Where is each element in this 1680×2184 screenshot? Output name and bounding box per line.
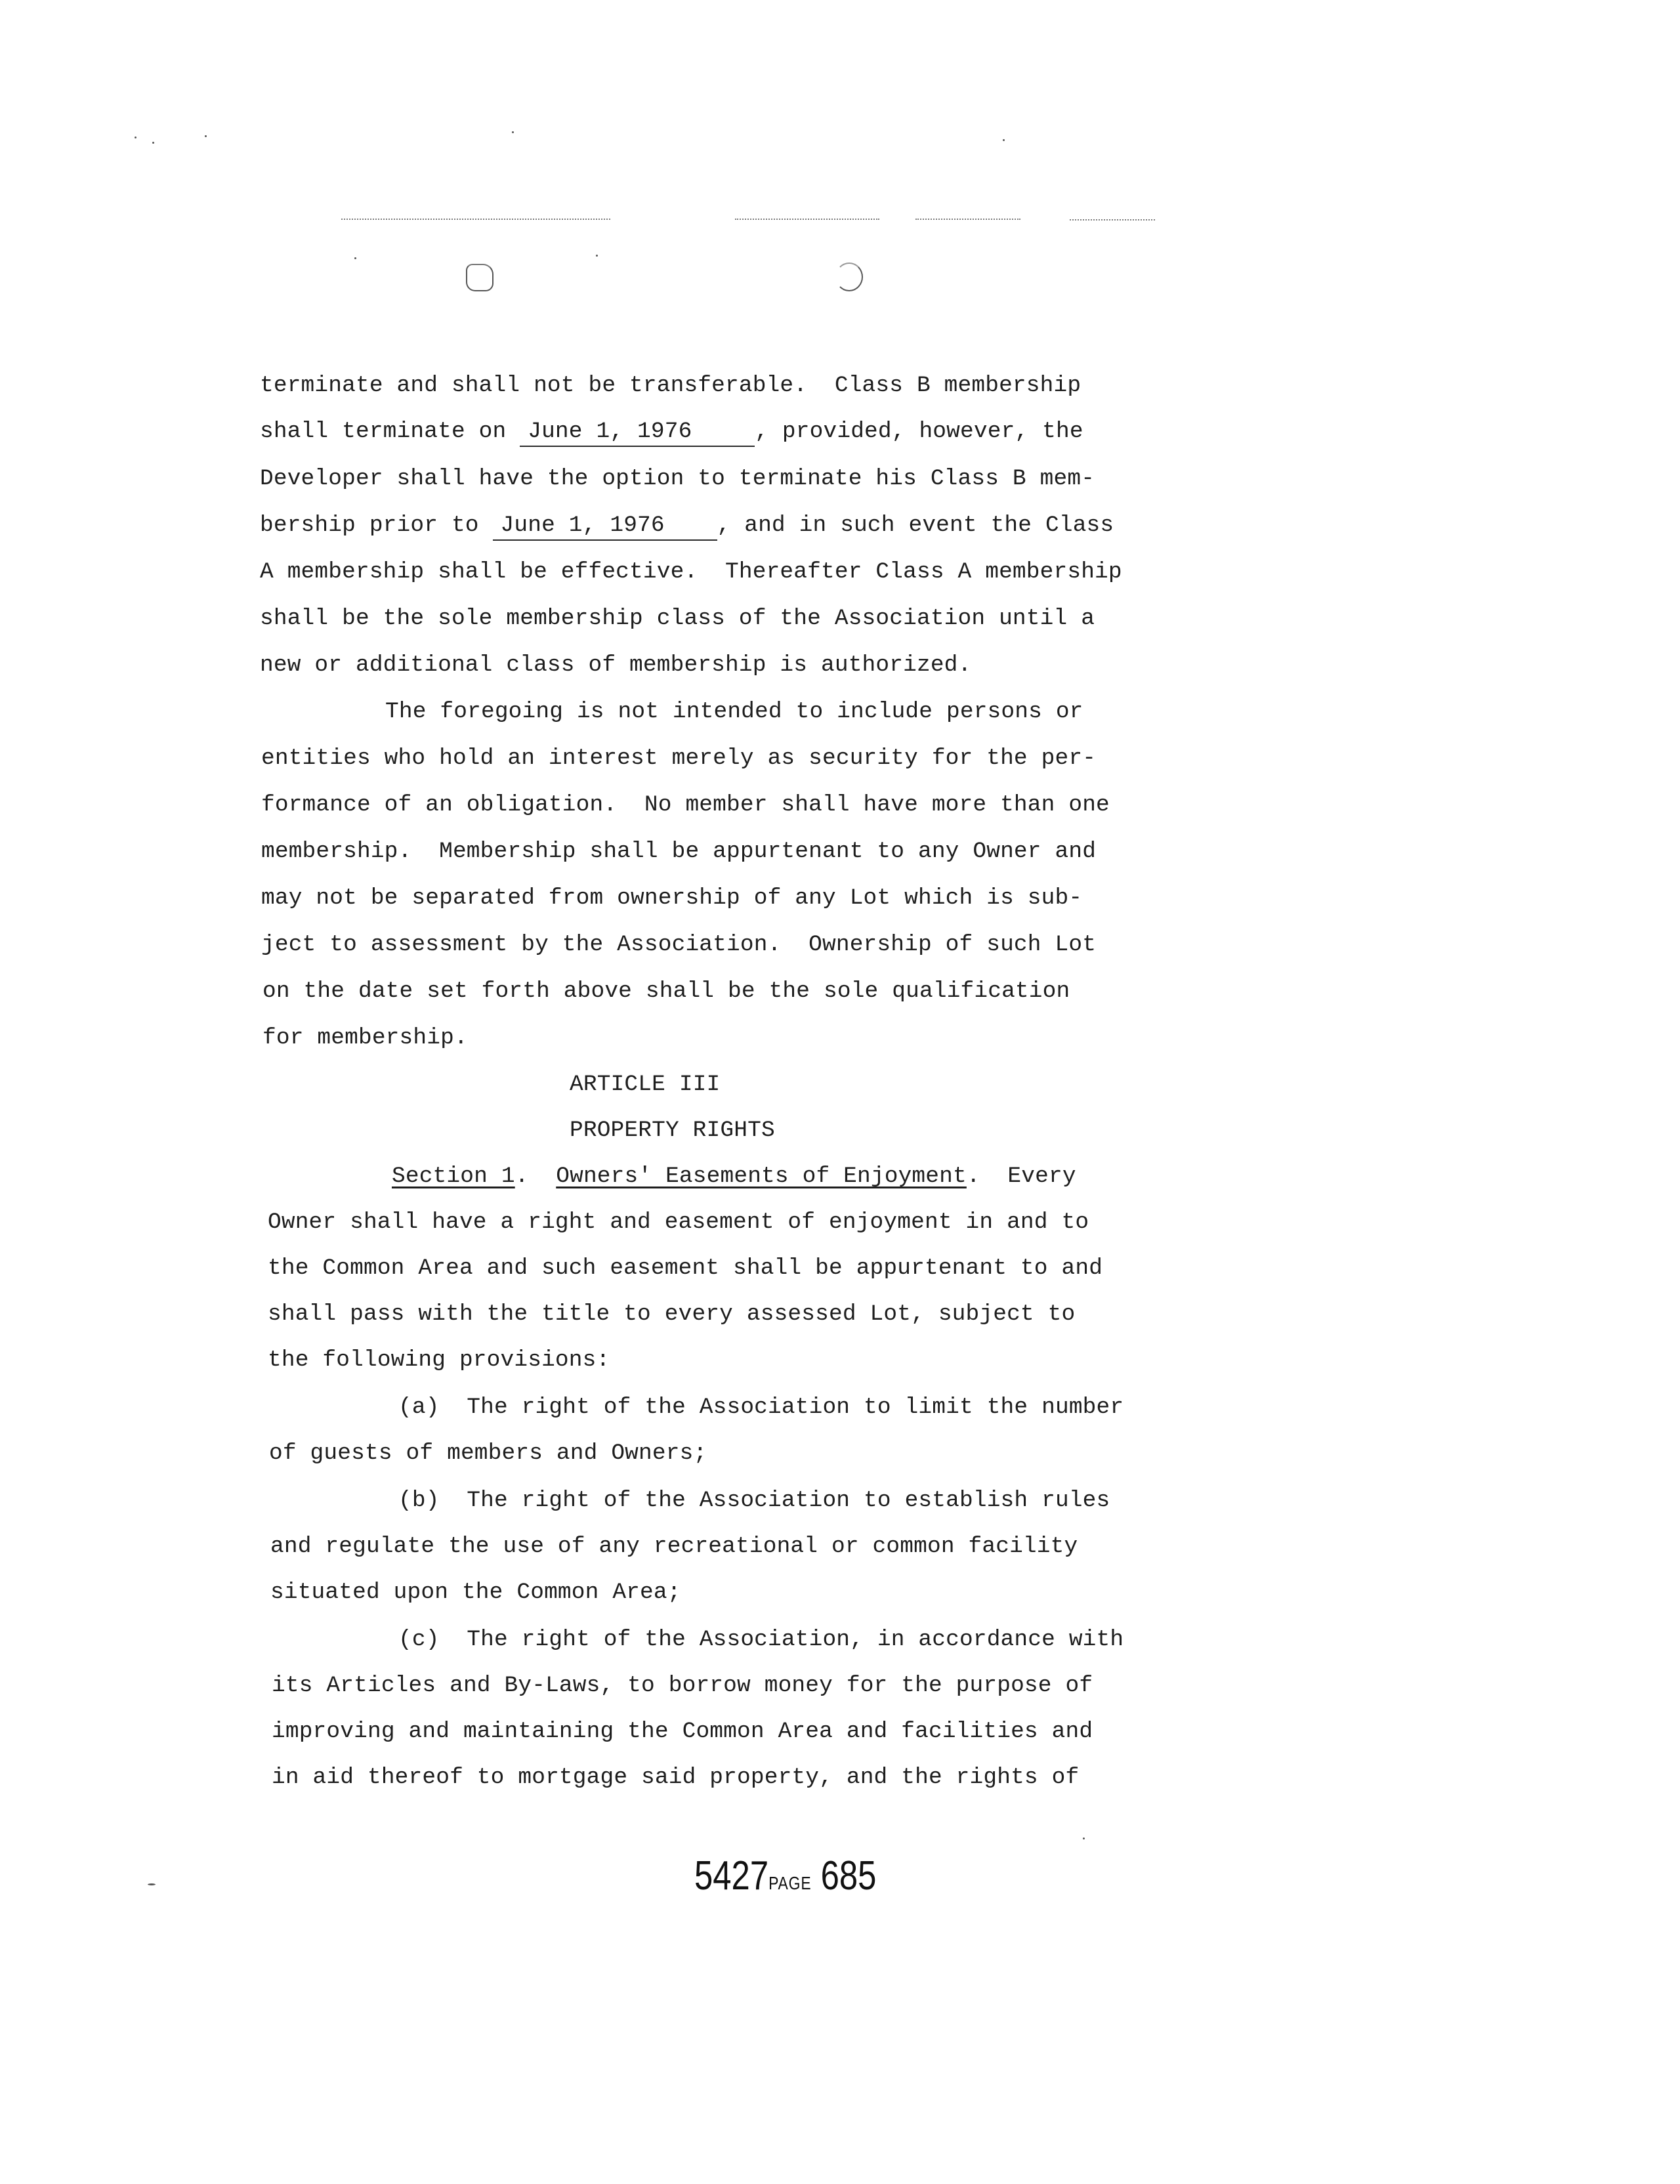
- scan-speck: [354, 257, 356, 259]
- para1-line-3: Developer shall have the option to terminate his Class B mem-: [260, 466, 1095, 492]
- text-line: [260, 654, 971, 677]
- text-line: [261, 887, 1082, 910]
- scan-speck: [205, 135, 207, 137]
- text-line: [268, 1257, 1102, 1280]
- section1-line-3: the Common Area and such easement shall be appurtenant to and: [268, 1255, 1103, 1281]
- para2-line-5: may not be separated from ownership of any Lot which is sub-: [261, 885, 1083, 911]
- section-label: Section 1: [392, 1164, 515, 1189]
- text-line: [261, 934, 1096, 957]
- text-line: [268, 1303, 1075, 1326]
- item-c-line-1: (c) The right of the Association, in accordance with: [398, 1627, 1124, 1652]
- item-c-line-4: in aid thereof to mortgage said property, and the rights of: [272, 1765, 1080, 1790]
- para2-line-8: for membership.: [262, 1025, 468, 1051]
- text-line: [398, 1629, 1124, 1652]
- para1-line-5: A membership shall be effective. Thereafter Class A membership: [260, 559, 1122, 585]
- text-line: [260, 608, 1095, 631]
- text-line: [261, 841, 1096, 864]
- text-line: Section 1. Owners' Easements of Enjoyment. Every: [392, 1164, 1076, 1189]
- para2-line-2: entities who hold an interest merely as security for the per-: [261, 746, 1097, 771]
- scan-artifact-header-mid: [735, 219, 879, 220]
- scan-speck: [596, 255, 598, 257]
- item-c-line-2: its Articles and By-Laws, to borrow money for the purpose of: [272, 1673, 1093, 1698]
- item-c-line-3: improving and maintaining the Common Area and facilities and: [272, 1719, 1093, 1744]
- para1-line-4-post: , and in such event the Class: [717, 513, 1114, 538]
- text-line: [261, 747, 1096, 770]
- para2-line-3: formance of an obligation. No member shall have more than one: [261, 792, 1110, 818]
- scan-speck: [135, 136, 136, 138]
- text-line: [262, 1027, 468, 1050]
- para2-line-7: on the date set forth above shall be the sole qualification: [262, 978, 1070, 1004]
- page-number: 685: [820, 1853, 877, 1899]
- text-line: [270, 1536, 1078, 1559]
- book-number: 5427: [694, 1853, 769, 1899]
- section1-line-1-rest: Every: [1007, 1164, 1076, 1189]
- punch-hole-left: [466, 264, 494, 291]
- punch-hole-right: [835, 262, 863, 291]
- scan-speck: [152, 142, 154, 144]
- text-line: [268, 1211, 1089, 1234]
- para1-line-2-post: , provided, however, the: [755, 419, 1083, 444]
- page-word: PAGE: [768, 1873, 812, 1893]
- text-line: [260, 561, 1122, 584]
- item-b-line-2: and regulate the use of any recreational or common facility: [270, 1534, 1078, 1559]
- date-blank: June 1, 1976: [520, 421, 755, 447]
- para1-line-6: shall be the sole membership class of the Association until a: [260, 606, 1095, 631]
- para1-line-2-pre: shall terminate on: [260, 419, 520, 444]
- text-line: [398, 1490, 1110, 1513]
- item-a-line-2: of guests of members and Owners;: [269, 1440, 707, 1466]
- text-line: [260, 468, 1095, 491]
- para1-line-7: new or additional class of membership is authorized.: [260, 652, 972, 678]
- scan-artifact-header-far-right: [1070, 219, 1155, 220]
- para1-line-4-pre: bership prior to: [260, 513, 493, 538]
- article-number: ARTICLE III: [570, 1072, 721, 1097]
- text-line: [272, 1675, 1093, 1698]
- text-line: [268, 1349, 610, 1372]
- text-line: [272, 1767, 1079, 1790]
- item-a-line-1: (a) The right of the Association to limit the number: [398, 1395, 1124, 1420]
- scan-speck: [148, 1883, 156, 1885]
- para2-line-6: ject to assessment by the Association. Ownership of such Lot: [261, 932, 1097, 957]
- para2-line-1: The foregoing is not intended to include persons or: [385, 699, 1083, 724]
- text-line: [272, 1721, 1093, 1744]
- section1-line-2: Owner shall have a right and easement of enjoyment in and to: [268, 1209, 1089, 1235]
- text-line: [385, 701, 1083, 724]
- item-b-line-3: situated upon the Common Area;: [270, 1580, 681, 1605]
- item-b-line-1: (b) The right of the Association to establish rules: [398, 1488, 1110, 1513]
- section-heading: Owners' Easements of Enjoyment: [556, 1164, 967, 1189]
- scan-speck: [512, 131, 514, 133]
- para2-line-4: membership. Membership shall be appurtenant to any Owner and: [261, 839, 1097, 864]
- scan-artifact-header-left: [341, 219, 610, 220]
- scan-artifact-header-right: [915, 219, 1020, 220]
- text-line: [260, 514, 1114, 541]
- article-title: PROPERTY RIGHTS: [570, 1118, 775, 1143]
- para1-line-1: terminate and shall not be transferable. Class B membership: [260, 373, 1082, 398]
- book-page-stamp: [694, 1853, 877, 1899]
- text-line: [269, 1442, 707, 1465]
- section1-line-5: the following provisions:: [268, 1347, 610, 1373]
- text-line: [260, 375, 1081, 398]
- date-blank: June 1, 1976: [493, 514, 717, 541]
- text-line: [398, 1396, 1124, 1419]
- section1-line-4: shall pass with the title to every assessed Lot, subject to: [268, 1301, 1076, 1327]
- text-line: [260, 421, 1083, 447]
- scan-speck: [1083, 1838, 1085, 1839]
- text-line: [270, 1582, 681, 1605]
- text-line: [262, 980, 1070, 1003]
- text-line: [261, 794, 1110, 817]
- scan-speck: [1003, 139, 1005, 141]
